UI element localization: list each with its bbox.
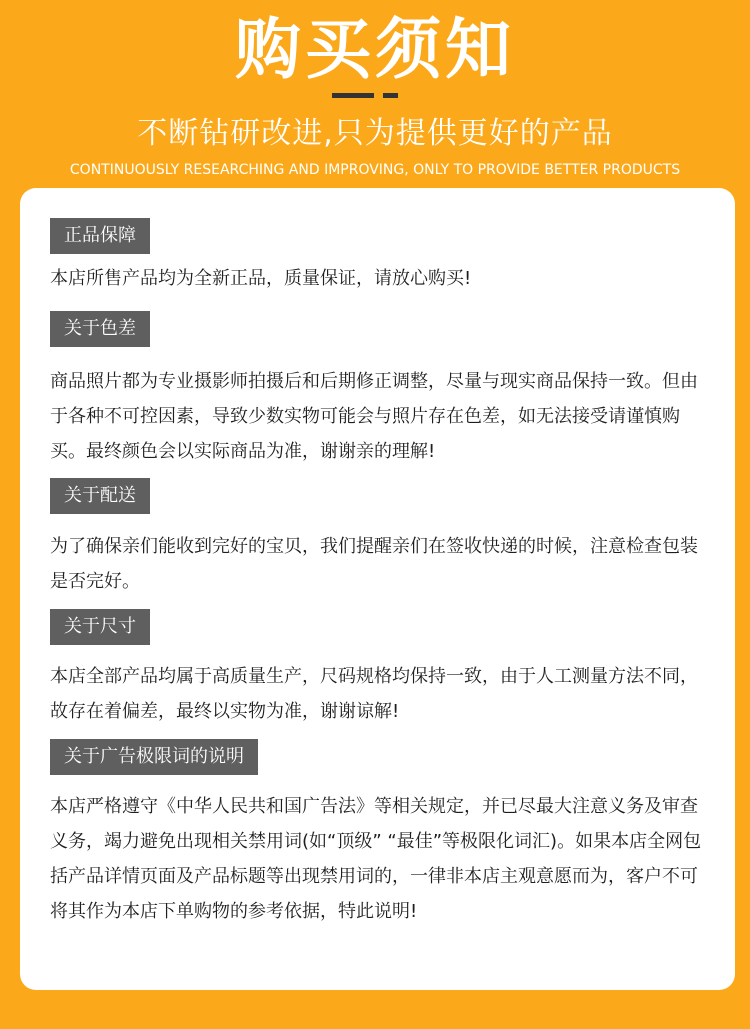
section-tag-size: 关于尺寸 [50, 609, 150, 645]
section-text-delivery: 为了确保亲们能收到完好的宝贝，我们提醒亲们在签收快递的时候，注意检查包装是否完好。 [50, 536, 698, 592]
page-title: 购买须知 [235, 11, 515, 88]
section-text-size: 本店全部产品均属于高质量生产，尺码规格均保持一致，由于人工测量方法不同，故存在着偏差，最终以实物为准，谢谢谅解! [50, 666, 698, 722]
section-text-ad-terms: 本店严格遵守《中华人民共和国广告法》等相关规定，并已尽最大注意义务及审查义务，竭力避免出现相关禁用词(如“顶级” “最佳”等极限化词汇)。如果本店全网包括产品详情页面及产品标题等出现禁用词的，一律非本店主观意愿而为，客户不可将其作为本店下单购物的参考依据，特此说明! [50, 796, 702, 922]
section-tag-ad-terms: 关于广告极限词的说明 [50, 739, 258, 775]
section-text-authenticity: 本店所售产品均为全新正品，质量保证，请放心购买! [50, 268, 472, 289]
title-underline-long [332, 93, 374, 98]
subtitle: 不断钻研改进,只为提供更好的产品 [137, 116, 613, 151]
notice-card [20, 188, 735, 990]
section-text-color: 商品照片都为专业摄影师拍摄后和后期修正调整，尽量与现实商品保持一致。但由于各种不可控因素，导致少数实物可能会与照片存在色差，如无法接受请谨慎购买。最终颜色会以实际商品为准，谢谢亲的理解! [50, 371, 698, 462]
title-underline-short [383, 93, 398, 98]
section-tag-delivery: 关于配送 [50, 478, 150, 514]
section-tag-authenticity: 正品保障 [50, 218, 150, 254]
section-tag-color: 关于色差 [50, 311, 150, 347]
subtitle-english: CONTINUOUSLY RESEARCHING AND IMPROVING, ONLY TO PROVIDE BETTER PRODUCTS [69, 162, 681, 178]
